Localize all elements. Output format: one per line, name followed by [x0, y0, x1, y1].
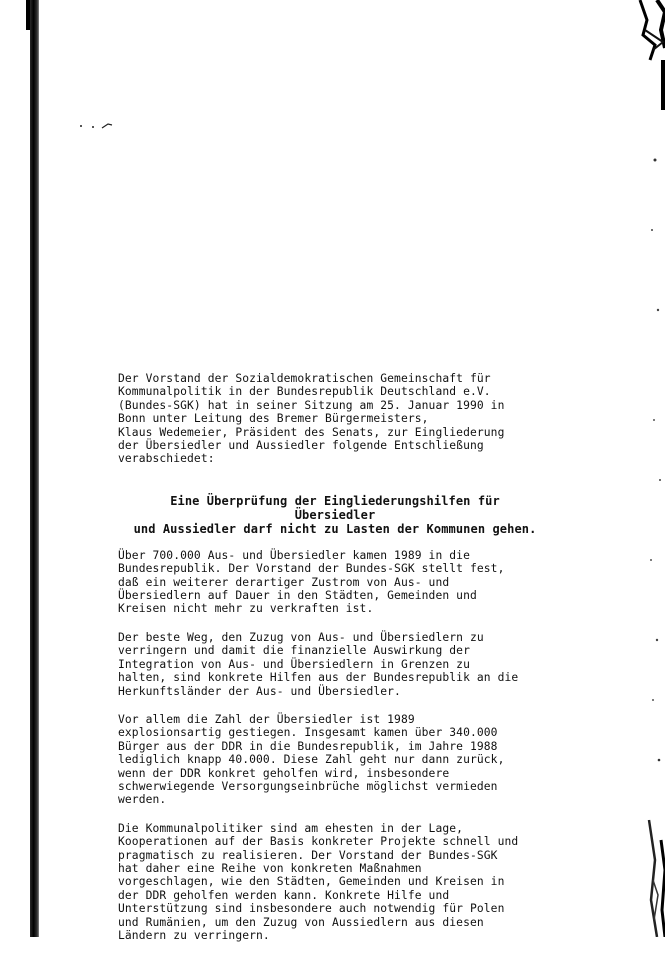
scan-edge-artifact	[30, 0, 39, 937]
scan-speck-artifact	[78, 118, 118, 132]
body-paragraph: Die Kommunalpolitiker sind am ehesten in der Lage, Kooperationen auf der Basis konkreter Projekte schnell und pragmatisch zu realisieren. Der Vorstand der Bundes-SGK hat daher eine Reihe von konkreten Maßnahmen vorgeschlagen, wie den Städten, Gemeinden und Kreisen in der DDR geholfen werden kann. Konkrete Hilfe und Unterstützung sind insbesondere auch notwendig für Polen und Rumänien, um den Zuzug von Aussiedlern aus diesen Ländern zu verringern.	[118, 821, 519, 942]
resolution-headline: Eine Überprüfung der Eingliederungshilfen für Übersiedler und Aussiedler darf nicht zu Lasten der Kommunen gehen.	[133, 493, 537, 536]
body-paragraph: Der beste Weg, den Zuzug von Aus- und Übersiedlern zu verringern und damit die finanzielle Auswirkung der Integration von Aus- und Übersiedlern in Grenzen zu halten, sind konkrete Hilfen aus der Bundesrepublik an die Herkunftsländer der Aus- und Übersiedler.	[118, 630, 519, 698]
scan-noise-artifact	[605, 0, 665, 937]
intro-paragraph: Der Vorstand der Sozialdemokratischen Gemeinschaft für Kommunalpolitik in der Bundesrepublik Deutschland e.V. (Bundes-SGK) hat in seiner Sitzung am 25. Januar 1990 in Bonn unter Leitung des Bremer Bürgermeisters, Klaus Wedemeier, Präsident des Senats, zur Eingliederung der Übersiedler und Aussiedler folgende Entschließung verabschiedet:	[118, 372, 505, 466]
body-paragraph: Über 700.000 Aus- und Übersiedler kamen 1989 in die Bundesrepublik. Der Vorstand der Bundes-SGK stellt fest, daß ein weiterer derartiger Zustrom von Aus- und Übersiedlern auf Dauer in den Städten, Gemeinden und Kreisen nicht mehr zu verkraften ist.	[118, 548, 505, 616]
body-paragraph: Vor allem die Zahl der Übersiedler ist 1989 explosionsartig gestiegen. Insgesamt kamen über 340.000 Bürger aus der DDR in die Bundesrepublik, im Jahre 1988 lediglich knapp 40.000. Diese Zahl geht nur dann zurück, wenn der DDR konkret geholfen wird, insbesondere schwerwiegende Versorgungseinbrüche möglichst vermieden werden.	[118, 712, 505, 807]
document-body	[118, 372, 538, 957]
